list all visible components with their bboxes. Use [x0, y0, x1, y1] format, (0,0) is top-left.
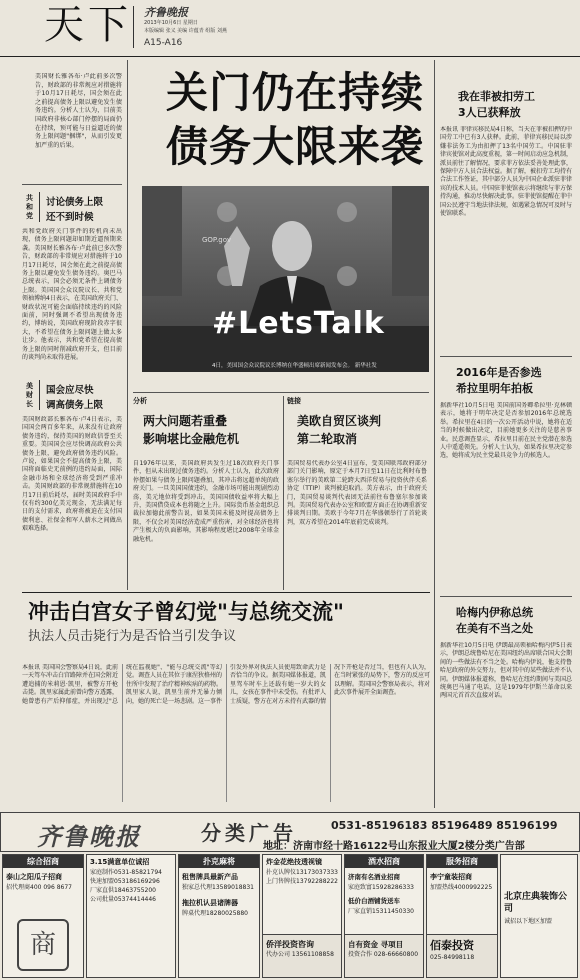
- paper-logo: 齐鲁晚报: [144, 6, 188, 19]
- analysis-body: 自1976年以来，美国政府共发生过18次政府关门事件，但从未出现过债务违约。分析人士认为，此次政府停摆如果与债务上限问题叠加，其冲击将远超单纯的政府关门。一旦美国国债违约，金融市场可能出现剧烈动荡，美元地位将受到冲击，美国国债收益率将大幅上升，美国借贷成本也将随之上升。国际货币基金组织总裁拉加德此前警告说，如果美国未能及时提高债务上限，不仅会对美国经济造成严重伤害，对全球经济也将产生极大的负面影响，其影响程度堪比2008年全球金融危机。: [133, 460, 279, 543]
- right-column-divider: [434, 60, 435, 808]
- ad-line: 北京庄典装饰公司: [504, 892, 568, 914]
- ad-line: 佰泰投资: [430, 939, 474, 952]
- analysis-tag: 分析: [133, 397, 147, 405]
- treasury-tag: 美财长: [26, 382, 33, 408]
- masthead: [0, 0, 580, 52]
- ad-seal-icon: 商: [17, 919, 69, 971]
- ad-line: 泰山之阳瓜子招商: [6, 873, 62, 881]
- ad-grid: [2, 854, 578, 978]
- link-section: [287, 390, 429, 590]
- analysis-head-2: 影响堪比金融危机: [143, 432, 240, 446]
- right-column: [440, 60, 572, 808]
- ad-cell-invest: [262, 934, 342, 978]
- gop-head-1: 讨论债务上限: [46, 197, 104, 208]
- ad-line: 诚招以下地区加盟: [504, 918, 553, 925]
- s1-head-1: 我在菲被扣劳工: [458, 90, 535, 103]
- ad-line: 租售牌具最新产品: [182, 873, 238, 881]
- ad-cell-general: [2, 854, 84, 978]
- ad-line: 炸金花绝技透视镜: [266, 858, 322, 866]
- ad-cell-baitai: [426, 934, 498, 978]
- ad-line: 025-84998118: [430, 954, 475, 961]
- ad-line: 投资合作 028-66660800: [348, 951, 419, 958]
- ad-line: 独家总代理13589018831: [182, 884, 254, 891]
- ad-cell-funds: [344, 934, 424, 978]
- ad-line: 济南有名酒业招商: [348, 873, 400, 881]
- treasury-body: 美国财政部长雅各布·卢4日表示，美国国会两百多年来，从来没有让政府债务违约，保持美国的财政信誉至关重要。美国国会应尽快调高政府公共债务上限，避免政府债务违约风险。卢说，如果国会不提高债务上限，美国将面临史无前例的违约局面，国际金融市场和全球经济将受到严重冲击。美国财政部的非常规措施将在10月17日前后耗尽，届时美国政府手中仅有约300亿美元现金，无法满足每日的支付需求，政府将被迫在支付国债利息、社保金和军人薪水之间做出艰难选择。: [22, 416, 122, 533]
- second-story: [22, 596, 430, 808]
- ad-line: 3.15满意单位诚招: [90, 858, 150, 866]
- ad-head-wine: 酒水招商: [345, 855, 423, 868]
- photo-caption: 4日，美国国会众议院议长博纳在华盛顿出席新闻发布会。 新华社发: [212, 363, 377, 369]
- ad-line: 拖拉机认县诸牌器: [182, 899, 238, 907]
- second-story-subheadline: 执法人员击毙行为是否恰当引发争议: [28, 629, 237, 644]
- ad-cell-cards: [178, 854, 260, 978]
- ad-line: 公司批量05374414446: [90, 896, 156, 903]
- ad-phones: 0531-85196183 85196489 85196199: [331, 819, 558, 832]
- ad-line: 上门售牌技13792288222: [266, 878, 338, 885]
- masthead-rule: [0, 56, 580, 57]
- ad-title: 分类广告: [201, 821, 297, 845]
- section-title: 天下: [44, 2, 132, 48]
- photo-hashtag: #LetsTalk: [212, 306, 385, 341]
- ad-head-general: 综合招商: [3, 855, 83, 868]
- ad-logo: 齐鲁晚报: [37, 822, 141, 851]
- s2-rule: [440, 356, 572, 357]
- s3-head-2: 在美有不当之处: [456, 622, 533, 635]
- headline-line-1: 关门仍在持续: [166, 68, 425, 117]
- masthead-divider: [133, 6, 134, 48]
- analysis-section: [133, 390, 281, 590]
- editors-line: 本版编辑 张义 美编 许蕴青 组版 刘燕: [144, 28, 227, 34]
- page-numbers: A15-A16: [144, 38, 183, 48]
- ad-line: 家庭制作0531-85821794: [90, 869, 162, 876]
- main-headline: [140, 62, 430, 180]
- second-story-body: 本报讯 美国国会警察局4日说，此前一天驾车冲击白宫路障并在国会附近遭追捕的米莉恩·凯里，被警方开枪击毙。凯里家属此前曾向警方透露，她曾患有产后抑郁症，并出现过"总统在监视她"、"能与总统交流"等幻觉。调查人员在其位于康涅狄格州的住所中发现了治疗精神疾病的药物。凯里家人说，凯里生前并无暴力倾向，她的死亡是一场悲剧。这一事件引发外界对执法人员使用致命武力是否恰当的争议。据美国媒体报道，凯里驾车时车上还载有她一岁大的女儿，女孩在事件中未受伤。有批评人士质疑，警方在对方未持有武器的情况下开枪是否过当，但也有人认为，在当时紧张的局势下，警方的反应可以理解。美国国会警察局表示，将对此次事件展开全面调查。: [22, 664, 430, 705]
- backdrop-text: GOP.gov: [202, 236, 232, 244]
- s3-body: 据新华社10月5日电 伊朗最高领袖哈梅内伊5日表示，伊朗总统鲁哈尼在美国纽约出席联合国大会期间的一些做法有不当之处。哈梅内伊说，他支持鲁哈尼政府的外交努力，但对其中的某些做法并不认同。伊朗媒体报道称，鲁哈尼在纽约期间与美国总统奥巴马通了电话，这是1979年伊斯兰革命以来两国元首首次直接对话。: [440, 642, 572, 700]
- ad-line: 厂家直供18463755200: [90, 887, 156, 894]
- link-head-2: 第二轮取消: [297, 432, 358, 446]
- ad-line: 李宁童装招商: [430, 873, 472, 881]
- ad-address: 地址：济南市经十路16122号山东报业大厦2楼分类广告部: [263, 841, 525, 852]
- analysis-head-1: 两大问题若重叠: [143, 414, 228, 428]
- treasury-tag-divider: [39, 380, 40, 410]
- ad-line: 自有资金 寻项目: [348, 940, 404, 949]
- news-photo: [142, 186, 429, 372]
- gop-body: 共和党政府关门事件的转机尚未出现，债务上限问题却如期近逼预期来袭。美国财长雅各布·卢此前已多次警告，财政部的非常规应对措施将于10月17日耗尽，国会须在此之前提高债务上限以避免发生债务违约。奥巴马总统表示，国会必须无条件上调债务上限。美国国会众议院议长、共和党领袖博纳4日表示，在美国政府关门、财政状况可能会面临持续违约的风险面前，同时强调不希望出现债务违约，博纳说，美国政府现阶段赤字很大，不希望在债务上限问题上做太多让步。他表示，共和党希望在提高债务上限的同时削减政府开支，但目前的谈判尚未取得进展。: [22, 228, 122, 362]
- s2-body: 据新华社10月5日电 美国前国务卿希拉里·克林顿表示，她将于明年决定是否参加2016年总统选举。希拉里在4日的一次公开活动中说，她将在适当的时候做出决定，目前她更多关注的是慈善事业。民意调查显示，希拉里目前在民主党潜在参选人中遥遥领先。分析人士认为，如果希拉里决定参选，她将成为民主党最具竞争力的候选人。: [440, 402, 572, 460]
- ad-line: 低价白酒铺货送车: [348, 897, 400, 905]
- ad-line: 加盟热线4000992225: [430, 884, 493, 891]
- link-body: 美国贸易代表办公室4日宣布，受美国联邦政府部分部门关门影响，原定于本月7日至11日在比利时布鲁塞尔举行的美欧第二轮跨大西洋贸易与投资伙伴关系协定（TTIP）谈判被迫取消。美方表示，由于政府关门，美国贸易谈判代表团无法前往布鲁塞尔参加谈判。美国贸易代表办公室和欧盟方面正在协调重新安排谈判日期。美欧于今年7月在华盛顿举行了首轮谈判，双方希望在2014年底前完成谈判。: [287, 460, 427, 526]
- ad-line: 扑克认牌仪13173037333: [266, 869, 338, 876]
- link-tag: 链接: [287, 397, 301, 405]
- ad-head-service: 服务招商: [427, 855, 497, 868]
- second-story-rule: [22, 592, 430, 593]
- link-head-1: 美欧自贸区谈判: [297, 414, 382, 428]
- left-column-divider: [127, 60, 128, 590]
- photo-illustration: [142, 186, 429, 372]
- ad-line: 招代理商400 096 8677: [6, 884, 72, 891]
- headline-line-2: 债务大限来袭: [166, 122, 425, 171]
- ad-line: 牌桌代理18280025880: [182, 910, 248, 917]
- s3-head-1: 哈梅内伊称总统: [456, 606, 533, 619]
- s1-head-2: 3人已获释放: [458, 106, 521, 119]
- gop-head-2: 还不到时候: [46, 212, 94, 223]
- gop-tag: 共和党: [26, 194, 33, 220]
- classified-ad-banner: [0, 812, 580, 852]
- intro-text: 美国财长雅各布·卢此前多次警告，财政部的非常规应对措施将于10月17日耗尽，国会须在此之前提高债务上限以避免发生债务违约。分析人士认为，目前美国政府非核心部门停摆的局面仍在持续，预可能与日益逼近的债务上限问题"捆绑"，从而引发更加严重的后果。: [35, 73, 122, 149]
- ad-head-cards: 扑克麻将: [179, 855, 259, 868]
- gop-section: [22, 190, 122, 560]
- issue-date: 2013年10月6日 星期日: [144, 20, 198, 26]
- ad-cell-315: [86, 854, 176, 978]
- analysis-link-divider: [283, 396, 284, 590]
- ad-line: 厂家直销15311450330: [348, 908, 414, 915]
- s2-head-2: 希拉里明年拍板: [456, 382, 533, 395]
- ad-line: 代办公司 13561108858: [266, 951, 334, 958]
- ad-line: 侨洋投资咨询: [266, 940, 314, 949]
- gop-tag-divider: [39, 192, 40, 222]
- ad-line: 家庭致富15928286333: [348, 884, 414, 891]
- ad-line: 快速加盟053186169296: [90, 878, 160, 885]
- intro-rule: [22, 184, 122, 185]
- treasury-head-2: 调高债务上限: [46, 400, 104, 411]
- ad-cell-decor: [500, 854, 578, 978]
- s2-head-1: 2016年是否参选: [456, 366, 542, 379]
- s3-rule: [440, 596, 572, 597]
- second-story-headline: 冲击白宫女子曾幻觉"与总统交流": [28, 599, 344, 624]
- s1-body: 本报讯 菲律宾移民局4日称，当天在菲被扣押的中国劳工中已有3人获释。此前，菲律宾移民局以涉嫌非法务工为由扣押了13名中国劳工。中国驻菲律宾使馆对此高度重视，第一时间启动应急机制，派员前往了解情况，要求菲方依法妥善处理此事，保障中方人员合法权益。据了解，被扣劳工均持有合法工作签证，其中部分人员为中国企业派驻菲律宾的技术人员。中国驻菲使馆表示将继续与菲方保持沟通，推动尽快解决此事。驻菲使馆提醒在菲中国公民遵守当地法律法规，如遇紧急情况可及时与使馆联系。: [440, 126, 572, 218]
- treasury-head-1: 国会应尽快: [46, 385, 94, 396]
